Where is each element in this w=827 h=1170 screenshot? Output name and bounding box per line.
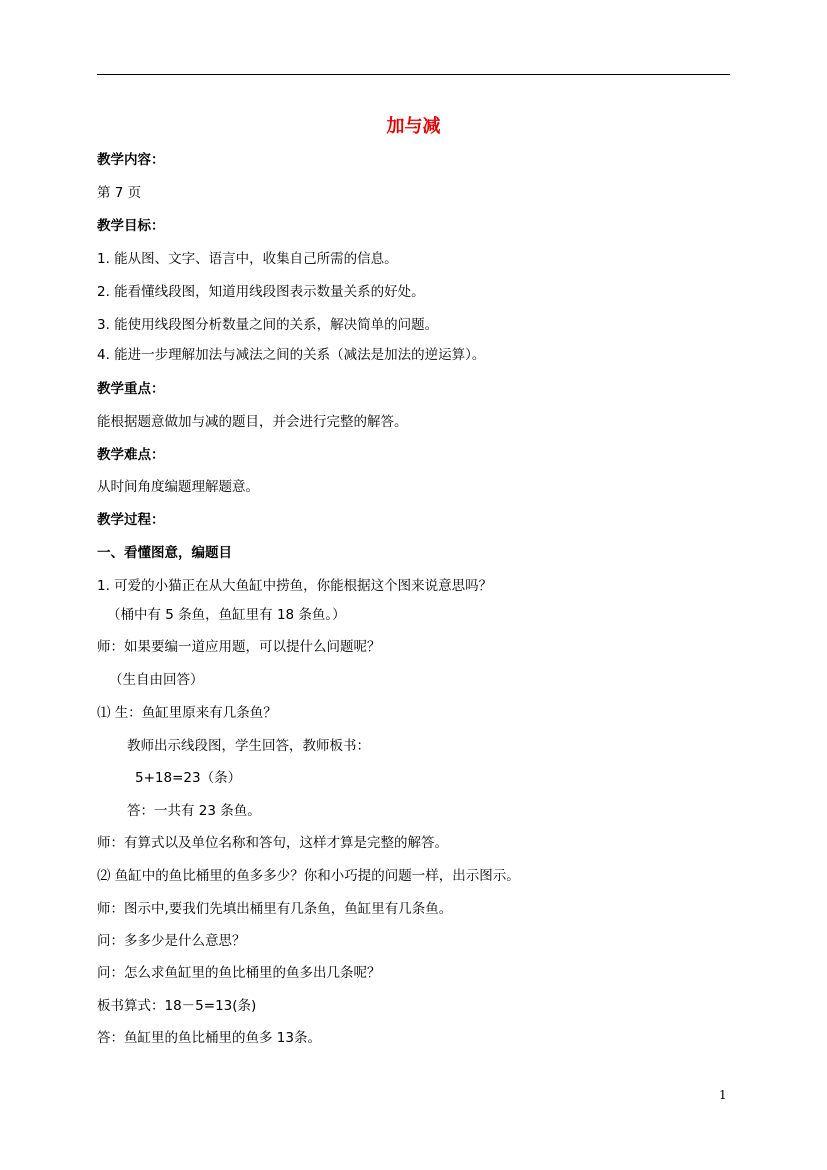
key-heading: 教学重点： [97,381,165,397]
key-text: 能根据题意做加与减的题目，并会进行完整的解答。 [97,414,408,430]
process-line: 师：图示中,要我们先填出桶里有几条鱼，鱼缸里有几条鱼。 [97,901,453,917]
content-text: 第 7 页 [97,185,142,201]
process-line: 问：多多少是什么意思？ [97,933,246,949]
process-line: 答：鱼缸里的鱼比桶里的鱼多 13条。 [97,1030,321,1046]
process-line: 5+18=23（条） [135,770,242,786]
goals-heading: 教学目标： [97,218,165,234]
process-line: 1. 可爱的小猫正在从大鱼缸中捞鱼，你能根据这个图来说意思吗？ [97,578,493,594]
content-heading: 教学内容： [97,152,165,168]
page-title: 加与减 [386,116,441,137]
process-line: 答：一共有 23 条鱼。 [127,803,261,819]
process-line: （生自由回答） [109,672,204,688]
difficulty-text: 从时间角度编题理解题意。 [97,479,259,495]
difficulty-heading: 教学难点： [97,447,165,463]
header-rule [97,74,730,75]
process-line: ⑴ 生：鱼缸里原来有几条鱼？ [97,705,277,721]
process-line: 师：有算式以及单位名称和答句，这样才算是完整的解答。 [97,835,448,851]
process-line: （桶中有 5 条鱼，鱼缸里有 18 条鱼。） [107,607,346,623]
goal-item: 3. 能使用线段图分析数量之间的关系，解决简单的问题。 [97,317,439,333]
goal-item: 2. 能看懂线段图，知道用线段图表示数量关系的好处。 [97,284,425,300]
goal-item: 1. 能从图、文字、语言中，收集自己所需的信息。 [97,251,398,267]
process-line: 教师出示线段图，学生回答，教师板书： [127,738,370,754]
process-line: 师：如果要编一道应用题，可以提什么问题呢？ [97,639,381,655]
process-line: ⑵ 鱼缸中的鱼比桶里的鱼多多少？你和小巧提的问题一样，出示图示。 [97,868,520,884]
process-line: 问：怎么求鱼缸里的鱼比桶里的鱼多出几条呢？ [97,965,381,981]
goal-item: 4. 能进一步理解加法与减法之间的关系（减法是加法的逆运算）。 [97,347,486,363]
process-heading: 教学过程： [97,512,165,528]
section-heading: 一、看懂图意，编题目 [97,545,232,561]
page-number: 1 [719,1088,727,1102]
process-line: 板书算式：18－5=13(条) [97,998,257,1014]
